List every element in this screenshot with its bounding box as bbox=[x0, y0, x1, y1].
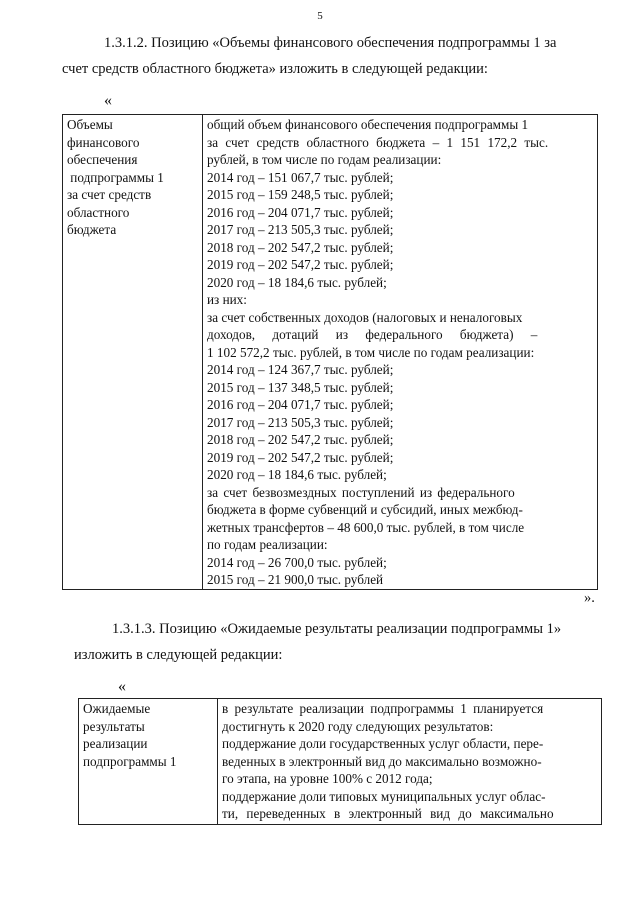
label-line: финансового bbox=[67, 134, 140, 150]
label-line: реализации bbox=[83, 736, 148, 751]
value-line: 2017 год – 213 505,3 тыс. рублей; bbox=[207, 414, 394, 430]
label-line: обеспечения bbox=[67, 152, 138, 167]
funding-value-cell bbox=[203, 115, 598, 590]
label-line: за счет средств bbox=[67, 187, 152, 202]
label-line: бюджета bbox=[67, 222, 117, 237]
close-quote: ». bbox=[584, 590, 595, 606]
value-line: из них: bbox=[207, 292, 247, 307]
value-line: 2016 год – 204 071,7 тыс. рублей; bbox=[207, 204, 394, 220]
value-line: 2015 год – 137 348,5 тыс. рублей; bbox=[207, 379, 394, 395]
value-line: 2020 год – 18 184,6 тыс. рублей; bbox=[207, 467, 387, 482]
value-line: 2017 год – 213 505,3 тыс. рублей; bbox=[207, 222, 394, 237]
value-line: в результате реализации подпрограммы 1 планируется bbox=[222, 701, 544, 716]
label-line: Ожидаемые bbox=[83, 701, 151, 716]
funding-table bbox=[62, 114, 598, 590]
value-line: доходов, дотаций из федерального бюджета) – bbox=[207, 327, 538, 342]
heading-line: изложить в следующей редакции: bbox=[74, 647, 283, 663]
value-line: 2019 год – 202 547,2 тыс. рублей; bbox=[207, 449, 394, 465]
value-line: 2019 год – 202 547,2 тыс. рублей; bbox=[207, 257, 394, 272]
value-line: 2014 год – 124 367,7 тыс. рублей; bbox=[207, 362, 394, 377]
open-quote: « bbox=[104, 92, 112, 109]
value-line: жетных трансфертов – 48 600,0 тыс. рублей, в том числе bbox=[207, 519, 525, 535]
open-quote: « bbox=[118, 678, 126, 695]
value-line: за счет собственных доходов (налоговых и неналоговых bbox=[207, 309, 523, 325]
label-line: подпрограммы 1 bbox=[83, 753, 177, 769]
heading-line: 1.3.1.2. Позицию «Объемы финансового обеспечения подпрограммы 1 за bbox=[104, 35, 557, 51]
section-1-heading bbox=[62, 30, 602, 82]
value-line: ти, переведенных в электронный вид до максимально bbox=[222, 806, 554, 821]
value-line: 2014 год – 26 700,0 тыс. рублей; bbox=[207, 554, 387, 570]
label-line: результаты bbox=[83, 718, 145, 734]
heading-line: 1.3.1.3. Позицию «Ожидаемые результаты реализации подпрограммы 1» bbox=[112, 621, 562, 637]
value-line: веденных в электронный вид до максимально возможно- bbox=[222, 753, 542, 769]
results-value-cell bbox=[218, 699, 602, 825]
label-line: Объемы bbox=[67, 117, 113, 132]
value-line: рублей, в том числе по годам реализации: bbox=[207, 152, 442, 167]
value-line: 2015 год – 159 248,5 тыс. рублей; bbox=[207, 187, 394, 202]
value-line: 2018 год – 202 547,2 тыс. рублей; bbox=[207, 432, 394, 447]
value-line: общий объем финансового обеспечения подпрограммы 1 bbox=[207, 117, 529, 132]
results-label-cell bbox=[79, 699, 218, 825]
value-line: за счет средств областного бюджета – 1 151 172,2 тыс. bbox=[207, 134, 549, 150]
value-line: поддержание доли государственных услуг области, пере- bbox=[222, 736, 544, 751]
value-line: 2018 год – 202 547,2 тыс. рублей; bbox=[207, 239, 394, 255]
value-line: поддержание доли типовых муниципальных услуг облас- bbox=[222, 788, 546, 804]
heading-line: счет средств областного бюджета» изложить в следующей редакции: bbox=[62, 61, 488, 77]
funding-label-cell bbox=[63, 115, 203, 590]
section-2-heading bbox=[74, 616, 610, 668]
page-number: 5 bbox=[317, 10, 323, 22]
label-line: подпрограммы 1 bbox=[67, 169, 164, 185]
value-line: 2015 год – 21 900,0 тыс. рублей bbox=[207, 572, 384, 587]
value-line: бюджета в форме субвенций и субсидий, иных межбюд- bbox=[207, 502, 523, 517]
value-line: го этапа, на уровне 100% с 2012 года; bbox=[222, 771, 433, 786]
value-line: за счет безвозмездных поступлений из федерального bbox=[207, 484, 515, 500]
value-line: 2014 год – 151 067,7 тыс. рублей; bbox=[207, 169, 394, 185]
label-line: областного bbox=[67, 204, 130, 220]
results-table bbox=[78, 698, 602, 825]
value-line: достигнуть к 2020 году следующих результатов: bbox=[222, 718, 494, 734]
value-line: 1 102 572,2 тыс. рублей, в том числе по годам реализации: bbox=[207, 344, 535, 360]
value-line: по годам реализации: bbox=[207, 537, 328, 552]
value-line: 2016 год – 204 071,7 тыс. рублей; bbox=[207, 397, 394, 412]
value-line: 2020 год – 18 184,6 тыс. рублей; bbox=[207, 274, 387, 290]
